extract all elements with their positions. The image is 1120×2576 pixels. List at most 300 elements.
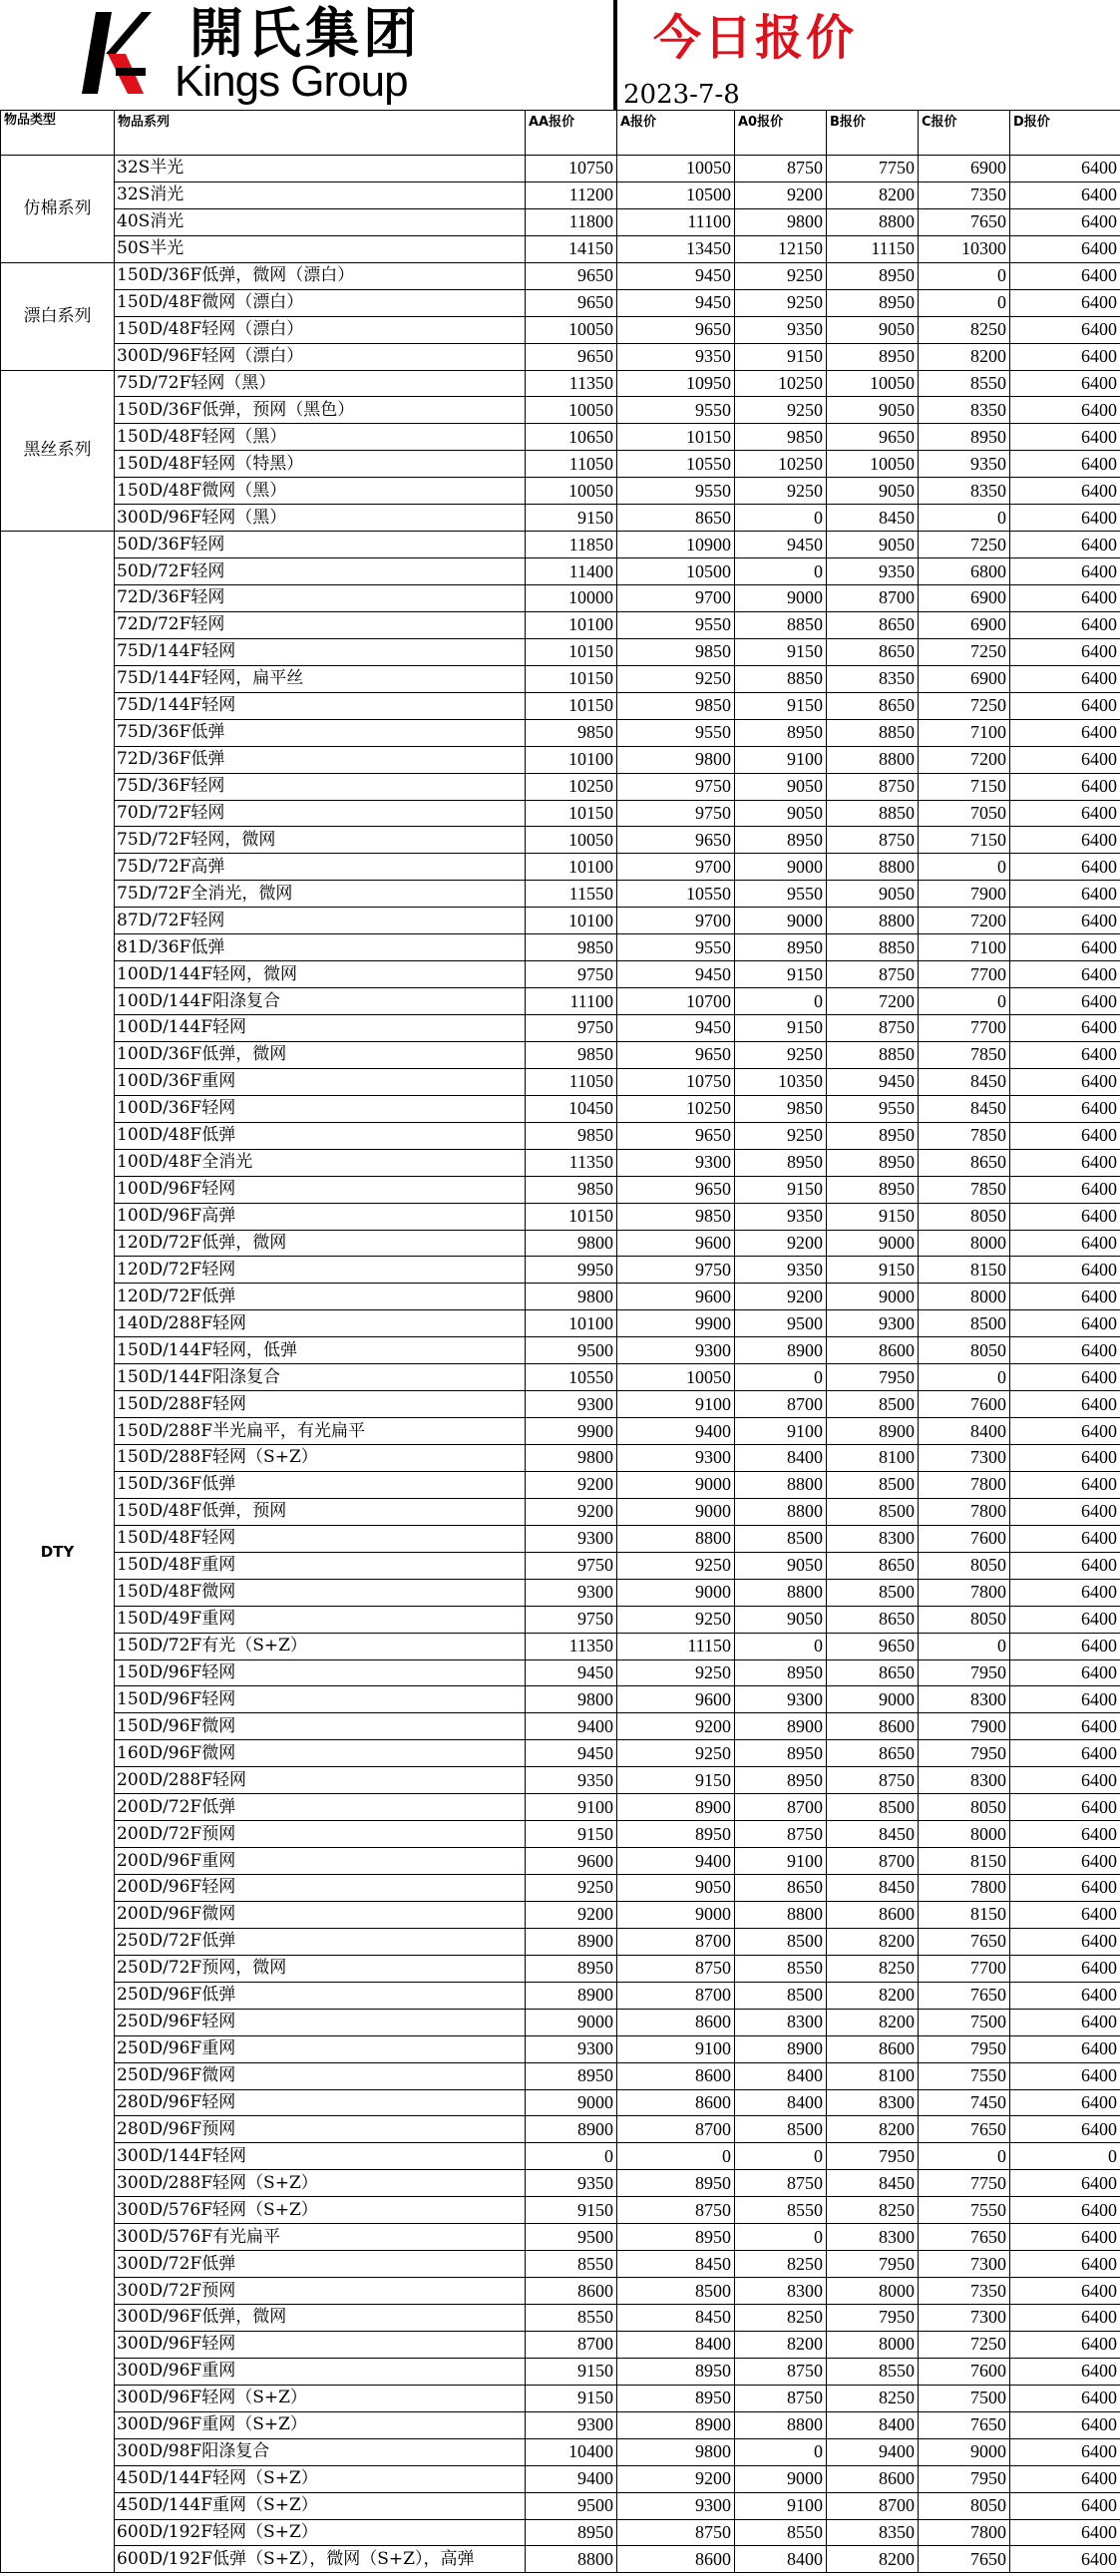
price-cell: 8500 — [827, 1794, 919, 1821]
price-cell: 8500 — [735, 2116, 827, 2143]
table-row — [1, 2519, 1120, 2546]
price-cell: 9350 — [617, 343, 735, 370]
price-cell: 9150 — [526, 2385, 617, 2411]
price-cell: 6400 — [1010, 2278, 1120, 2305]
price-cell: 9850 — [617, 692, 735, 719]
table-row — [1, 908, 1120, 934]
price-cell: 6900 — [919, 665, 1010, 692]
product-name-cell: 75D/144F轻网 — [115, 692, 526, 719]
price-cell: 9650 — [827, 1633, 919, 1659]
price-cell: 9650 — [617, 1122, 735, 1149]
column-header: A0报价 — [735, 111, 827, 156]
category-cell: DTY — [1, 532, 115, 2573]
table-row — [1, 478, 1120, 505]
price-cell: 7700 — [919, 1015, 1010, 1042]
price-cell: 9900 — [526, 1418, 617, 1445]
price-cell: 8950 — [735, 1740, 827, 1767]
price-cell: 6400 — [1010, 1767, 1120, 1794]
price-cell: 8600 — [617, 2009, 735, 2035]
product-name-cell: 100D/36F轻网 — [115, 1095, 526, 1122]
table-row — [1, 1391, 1120, 1418]
price-cell: 9200 — [735, 1230, 827, 1257]
product-name-cell: 100D/36F重网 — [115, 1068, 526, 1095]
table-row — [1, 2062, 1120, 2089]
price-cell: 7500 — [919, 2009, 1010, 2035]
table-row — [1, 2465, 1120, 2492]
price-cell: 0 — [735, 1364, 827, 1391]
price-cell: 6400 — [1010, 1633, 1120, 1659]
price-cell: 9550 — [617, 478, 735, 505]
table-header-row — [1, 111, 1120, 156]
product-name-cell: 150D/48F微网（黑） — [115, 478, 526, 505]
table-row — [1, 2438, 1120, 2465]
price-cell: 8400 — [919, 1418, 1010, 1445]
price-cell: 6400 — [1010, 1337, 1120, 1364]
product-name-cell: 300D/72F预网 — [115, 2278, 526, 2305]
price-cell: 7750 — [919, 2170, 1010, 2197]
price-cell: 6400 — [1010, 1015, 1120, 1042]
product-name-cell: 300D/96F轻网（漂白） — [115, 343, 526, 370]
price-cell: 10750 — [526, 156, 617, 183]
price-cell: 8350 — [827, 2519, 919, 2546]
price-cell: 7200 — [919, 908, 1010, 934]
table-row — [1, 988, 1120, 1015]
product-name-cell: 100D/144F轻网 — [115, 1015, 526, 1042]
price-cell: 0 — [919, 854, 1010, 881]
product-name-cell: 300D/288F轻网（S+Z） — [115, 2170, 526, 2197]
price-cell: 7750 — [827, 156, 919, 183]
price-cell: 10150 — [617, 424, 735, 451]
price-cell: 8000 — [919, 1284, 1010, 1310]
table-row — [1, 1149, 1120, 1176]
price-cell: 8050 — [919, 1794, 1010, 1821]
price-cell: 8300 — [827, 1525, 919, 1552]
product-name-cell: 150D/72F有光（S+Z） — [115, 1633, 526, 1659]
table-row — [1, 2089, 1120, 2116]
price-cell: 9000 — [526, 2009, 617, 2035]
price-cell: 8700 — [526, 2331, 617, 2358]
price-cell: 6400 — [1010, 881, 1120, 908]
price-cell: 10050 — [526, 478, 617, 505]
price-cell: 7150 — [919, 827, 1010, 854]
table-row — [1, 746, 1120, 773]
price-table — [0, 110, 1120, 2573]
table-row — [1, 2492, 1120, 2519]
price-cell: 9400 — [526, 1713, 617, 1740]
price-cell: 8950 — [827, 262, 919, 289]
price-cell: 8650 — [827, 692, 919, 719]
price-cell: 8500 — [827, 1498, 919, 1525]
price-cell: 9000 — [617, 1901, 735, 1928]
table-row — [1, 208, 1120, 235]
table-row — [1, 1284, 1120, 1310]
price-cell: 6400 — [1010, 505, 1120, 532]
price-cell: 8650 — [919, 1149, 1010, 1176]
price-cell: 9300 — [617, 2492, 735, 2519]
price-cell: 9000 — [735, 908, 827, 934]
price-cell: 6400 — [1010, 235, 1120, 262]
price-cell: 6400 — [1010, 1659, 1120, 1686]
price-cell: 8600 — [827, 2465, 919, 2492]
price-cell: 6400 — [1010, 1284, 1120, 1310]
price-cell: 0 — [919, 988, 1010, 1015]
price-cell: 8400 — [827, 2411, 919, 2438]
product-name-cell: 75D/36F轻网 — [115, 773, 526, 800]
price-cell: 8400 — [617, 2331, 735, 2358]
product-name-cell: 150D/288F轻网 — [115, 1391, 526, 1418]
price-cell: 0 — [526, 2143, 617, 2170]
price-cell: 8750 — [827, 1767, 919, 1794]
price-cell: 7200 — [919, 746, 1010, 773]
product-name-cell: 150D/48F低弹，预网 — [115, 1498, 526, 1525]
table-row — [1, 881, 1120, 908]
price-cell: 9350 — [526, 2170, 617, 2197]
price-cell: 9300 — [617, 1445, 735, 1472]
price-cell: 9250 — [617, 1552, 735, 1579]
price-cell: 6400 — [1010, 1471, 1120, 1498]
table-row — [1, 854, 1120, 881]
price-cell: 10250 — [617, 1095, 735, 1122]
price-cell: 8950 — [526, 2062, 617, 2089]
price-cell: 8300 — [827, 2224, 919, 2251]
product-name-cell: 87D/72F轻网 — [115, 908, 526, 934]
product-name-cell: 450D/144F轻网（S+Z） — [115, 2465, 526, 2492]
price-cell: 7950 — [827, 2143, 919, 2170]
product-name-cell: 200D/96F重网 — [115, 1848, 526, 1875]
product-name-cell: 140D/288F轻网 — [115, 1310, 526, 1337]
price-cell: 8650 — [827, 1740, 919, 1767]
price-cell: 6400 — [1010, 289, 1120, 316]
price-cell: 8900 — [827, 1418, 919, 1445]
product-name-cell: 280D/96F预网 — [115, 2116, 526, 2143]
table-row — [1, 2358, 1120, 2385]
price-cell: 7350 — [919, 2278, 1010, 2305]
product-name-cell: 300D/72F低弹 — [115, 2251, 526, 2278]
table-row — [1, 316, 1120, 343]
price-cell: 8950 — [827, 1122, 919, 1149]
price-cell: 8650 — [827, 611, 919, 638]
price-cell: 0 — [617, 2143, 735, 2170]
price-cell: 9100 — [617, 1391, 735, 1418]
price-cell: 9250 — [735, 262, 827, 289]
price-cell: 8900 — [526, 1928, 617, 1955]
price-cell: 8700 — [827, 585, 919, 612]
price-cell: 8900 — [526, 2116, 617, 2143]
price-cell: 0 — [919, 2143, 1010, 2170]
price-cell: 11550 — [526, 881, 617, 908]
product-name-cell: 75D/144F轻网，扁平丝 — [115, 665, 526, 692]
price-cell: 8550 — [526, 2251, 617, 2278]
price-cell: 8950 — [526, 1955, 617, 1982]
price-cell: 9350 — [827, 558, 919, 585]
price-cell: 0 — [735, 1633, 827, 1659]
price-cell: 9200 — [617, 2465, 735, 2492]
product-name-cell: 250D/72F低弹 — [115, 1928, 526, 1955]
price-cell: 8700 — [617, 1928, 735, 1955]
column-header: A报价 — [617, 111, 735, 156]
price-cell: 7300 — [919, 2305, 1010, 2332]
table-row — [1, 827, 1120, 854]
price-cell: 6400 — [1010, 1928, 1120, 1955]
product-name-cell: 250D/96F低弹 — [115, 1982, 526, 2009]
price-cell: 8000 — [827, 2331, 919, 2358]
price-cell: 8450 — [827, 1821, 919, 1848]
price-cell: 8350 — [919, 478, 1010, 505]
price-cell: 7650 — [919, 2546, 1010, 2573]
product-name-cell: 200D/288F轻网 — [115, 1767, 526, 1794]
product-name-cell: 280D/96F轻网 — [115, 2089, 526, 2116]
price-cell: 8950 — [617, 2170, 735, 2197]
price-cell: 9700 — [617, 854, 735, 881]
price-cell: 8950 — [617, 2385, 735, 2411]
price-cell: 9700 — [617, 908, 735, 934]
price-cell: 10550 — [617, 881, 735, 908]
price-cell: 9650 — [526, 343, 617, 370]
price-cell: 9750 — [617, 773, 735, 800]
price-cell: 10050 — [526, 827, 617, 854]
table-row — [1, 532, 1120, 558]
table-row — [1, 1659, 1120, 1686]
table-row — [1, 1633, 1120, 1659]
price-cell: 9650 — [526, 289, 617, 316]
price-cell: 9150 — [735, 638, 827, 665]
price-cell: 7950 — [827, 2305, 919, 2332]
price-cell: 7700 — [919, 1955, 1010, 1982]
price-cell: 8750 — [735, 1821, 827, 1848]
table-row — [1, 182, 1120, 208]
price-cell: 6400 — [1010, 719, 1120, 746]
price-cell: 10100 — [526, 746, 617, 773]
product-name-cell: 150D/96F轻网 — [115, 1686, 526, 1713]
price-cell: 9450 — [526, 1740, 617, 1767]
price-cell: 7300 — [919, 2251, 1010, 2278]
price-cell: 9150 — [526, 1821, 617, 1848]
price-cell: 7300 — [919, 1445, 1010, 1472]
price-cell: 7150 — [919, 773, 1010, 800]
price-cell: 8900 — [735, 1713, 827, 1740]
price-cell: 8450 — [617, 2251, 735, 2278]
price-cell: 9050 — [735, 1552, 827, 1579]
price-cell: 6400 — [1010, 1041, 1120, 1068]
price-cell: 11800 — [526, 208, 617, 235]
price-cell: 10100 — [526, 611, 617, 638]
price-cell: 9400 — [827, 2438, 919, 2465]
price-cell: 6400 — [1010, 2438, 1120, 2465]
price-cell: 9400 — [526, 2465, 617, 2492]
price-cell: 8400 — [735, 2089, 827, 2116]
price-cell: 8750 — [735, 2385, 827, 2411]
price-cell: 8100 — [827, 2062, 919, 2089]
table-row — [1, 235, 1120, 262]
price-cell: 9250 — [735, 478, 827, 505]
table-row — [1, 1471, 1120, 1498]
price-cell: 9450 — [617, 289, 735, 316]
column-header: B报价 — [827, 111, 919, 156]
price-cell: 8700 — [617, 1982, 735, 2009]
price-cell: 8550 — [827, 2358, 919, 2385]
price-cell: 8500 — [827, 1579, 919, 1606]
product-name-cell: 250D/96F重网 — [115, 2035, 526, 2062]
table-row — [1, 2035, 1120, 2062]
price-cell: 9650 — [526, 262, 617, 289]
price-cell: 6400 — [1010, 1982, 1120, 2009]
product-name-cell: 300D/576F轻网（S+Z） — [115, 2197, 526, 2224]
price-cell: 9150 — [735, 343, 827, 370]
product-name-cell: 200D/72F低弹 — [115, 1794, 526, 1821]
price-cell: 10300 — [919, 235, 1010, 262]
price-cell: 6400 — [1010, 2519, 1120, 2546]
price-cell: 9050 — [827, 316, 919, 343]
price-cell: 8650 — [827, 1606, 919, 1633]
table-row — [1, 2224, 1120, 2251]
price-cell: 8750 — [827, 773, 919, 800]
price-cell: 8200 — [735, 2331, 827, 2358]
price-cell: 7250 — [919, 532, 1010, 558]
price-cell: 8800 — [735, 2411, 827, 2438]
price-cell: 8950 — [735, 827, 827, 854]
price-cell: 10950 — [617, 370, 735, 397]
price-cell: 11200 — [526, 182, 617, 208]
price-cell: 6400 — [1010, 988, 1120, 1015]
price-cell: 0 — [1010, 2143, 1120, 2170]
price-cell: 10100 — [526, 854, 617, 881]
price-cell: 9050 — [735, 773, 827, 800]
price-cell: 8200 — [827, 1982, 919, 2009]
header-divider — [613, 0, 617, 110]
price-cell: 9150 — [526, 2197, 617, 2224]
price-cell: 11400 — [526, 558, 617, 585]
price-cell: 6400 — [1010, 1552, 1120, 1579]
price-cell: 10100 — [526, 1310, 617, 1337]
price-cell: 6400 — [1010, 1579, 1120, 1606]
price-cell: 9750 — [617, 1257, 735, 1284]
price-cell: 9150 — [526, 2358, 617, 2385]
price-cell: 8200 — [827, 2116, 919, 2143]
price-cell: 6400 — [1010, 827, 1120, 854]
product-name-cell: 75D/72F轻网（黑） — [115, 370, 526, 397]
price-cell: 10050 — [827, 451, 919, 478]
price-cell: 6400 — [1010, 854, 1120, 881]
product-name-cell: 100D/48F低弹 — [115, 1122, 526, 1149]
price-cell: 9850 — [735, 424, 827, 451]
price-cell: 9400 — [617, 1848, 735, 1875]
price-cell: 8950 — [735, 719, 827, 746]
price-cell: 10250 — [735, 370, 827, 397]
price-cell: 9000 — [617, 1498, 735, 1525]
price-cell: 9200 — [526, 1498, 617, 1525]
price-cell: 7250 — [919, 638, 1010, 665]
price-cell: 6400 — [1010, 1310, 1120, 1337]
price-cell: 6400 — [1010, 1176, 1120, 1203]
product-name-cell: 120D/72F低弹，微网 — [115, 1230, 526, 1257]
price-cell: 8350 — [919, 397, 1010, 424]
price-cell: 9050 — [827, 478, 919, 505]
price-cell: 9100 — [735, 2492, 827, 2519]
price-cell: 9850 — [526, 1176, 617, 1203]
price-cell: 0 — [919, 1633, 1010, 1659]
price-cell: 9100 — [617, 2035, 735, 2062]
price-cell: 8600 — [617, 2062, 735, 2089]
price-cell: 8750 — [735, 156, 827, 183]
price-cell: 9300 — [735, 1686, 827, 1713]
price-cell: 9200 — [735, 182, 827, 208]
price-cell: 9650 — [617, 1041, 735, 1068]
price-cell: 6400 — [1010, 1445, 1120, 1472]
product-name-cell: 70D/72F轻网 — [115, 800, 526, 827]
price-cell: 8800 — [827, 854, 919, 881]
price-cell: 9350 — [735, 1257, 827, 1284]
table-row — [1, 289, 1120, 316]
price-cell: 6900 — [919, 611, 1010, 638]
price-cell: 10900 — [617, 532, 735, 558]
price-cell: 9100 — [735, 1848, 827, 1875]
price-cell: 9600 — [617, 1686, 735, 1713]
price-cell: 7950 — [827, 2251, 919, 2278]
price-cell: 9200 — [526, 1901, 617, 1928]
price-cell: 7650 — [919, 1928, 1010, 1955]
column-header: C报价 — [919, 111, 1010, 156]
price-cell: 9750 — [617, 800, 735, 827]
price-cell: 6400 — [1010, 746, 1120, 773]
price-cell: 8450 — [827, 2170, 919, 2197]
price-cell: 7800 — [919, 2519, 1010, 2546]
price-cell: 8050 — [919, 2492, 1010, 2519]
price-cell: 9000 — [919, 2438, 1010, 2465]
table-row — [1, 1955, 1120, 1982]
price-cell: 6400 — [1010, 2116, 1120, 2143]
table-row — [1, 2143, 1120, 2170]
price-cell: 6400 — [1010, 800, 1120, 827]
table-row — [1, 1041, 1120, 1068]
table-row — [1, 1203, 1120, 1230]
price-cell: 7650 — [919, 2224, 1010, 2251]
column-header: 物品系列 — [115, 111, 526, 156]
price-cell: 8750 — [827, 961, 919, 988]
price-cell: 7800 — [919, 1875, 1010, 1902]
product-name-cell: 75D/72F高弹 — [115, 854, 526, 881]
price-cell: 8550 — [735, 2197, 827, 2224]
price-cell: 6400 — [1010, 2197, 1120, 2224]
price-cell: 10150 — [526, 1203, 617, 1230]
price-cell: 9550 — [617, 397, 735, 424]
price-cell: 10350 — [735, 1068, 827, 1095]
price-cell: 6400 — [1010, 1821, 1120, 1848]
price-cell: 6400 — [1010, 1848, 1120, 1875]
price-cell: 9250 — [735, 289, 827, 316]
product-name-cell: 200D/96F轻网 — [115, 1875, 526, 1902]
price-cell: 8300 — [919, 1686, 1010, 1713]
price-cell: 6400 — [1010, 1606, 1120, 1633]
price-cell: 9000 — [617, 1471, 735, 1498]
table-row — [1, 1848, 1120, 1875]
product-name-cell: 200D/96F微网 — [115, 1901, 526, 1928]
price-cell: 9950 — [526, 1257, 617, 1284]
price-cell: 10550 — [526, 1364, 617, 1391]
price-cell: 8950 — [617, 2358, 735, 2385]
price-cell: 7850 — [919, 1122, 1010, 1149]
brand-english-name: Kings Group — [175, 57, 408, 106]
price-cell: 9000 — [735, 854, 827, 881]
price-cell: 10050 — [617, 1364, 735, 1391]
product-name-cell: 150D/48F轻网（特黑） — [115, 451, 526, 478]
table-row — [1, 1552, 1120, 1579]
price-cell: 6400 — [1010, 1525, 1120, 1552]
product-name-cell: 300D/96F轻网 — [115, 2331, 526, 2358]
price-cell: 6400 — [1010, 316, 1120, 343]
price-cell: 9750 — [526, 1015, 617, 1042]
price-cell: 8950 — [735, 1149, 827, 1176]
table-row — [1, 1686, 1120, 1713]
